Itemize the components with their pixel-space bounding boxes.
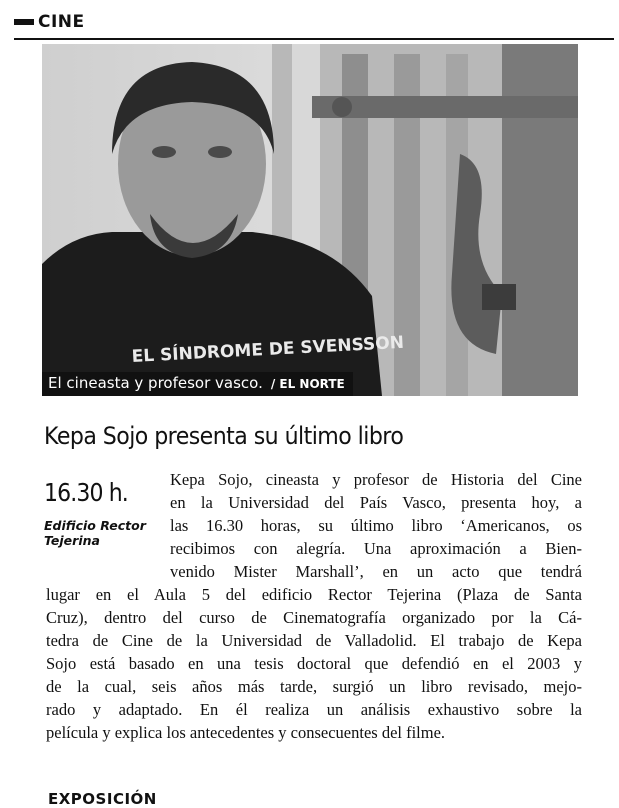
body-line: recibimos con alegría. Una aproximación a Bien- <box>170 539 582 558</box>
body-line: las 16.30 horas, su último libro ‘Americanos, os <box>170 516 582 535</box>
article-photo <box>42 44 578 396</box>
body-line: película y explica los antecedentes y consecuentes del filme. <box>46 723 446 742</box>
event-time: 16.30 h. <box>44 478 128 507</box>
section-label: CINE <box>38 12 85 32</box>
section-rule <box>14 38 614 40</box>
body-line: de la cual, seis años más tarde, surgió un libro revisado, mejo- <box>46 677 582 696</box>
caption-credit: / EL NORTE <box>270 377 345 391</box>
body-line: Sojo está basado en una tesis doctoral que defendió en el 2003 y <box>46 654 582 673</box>
next-section-label: EXPOSICIÓN <box>48 790 157 808</box>
body-line: en la Universidad del País Vasco, presenta hoy, a <box>170 493 582 512</box>
shirt-text: EL SÍNDROME DE SVENSSON <box>131 332 405 367</box>
photo-caption <box>42 372 353 396</box>
body-line: Cruz), dentro del curso de Cinematografía organizado por la Cá- <box>46 608 582 627</box>
body-line: Kepa Sojo, cineasta y profesor de Historia del Cine <box>170 470 582 489</box>
portrait-photo-icon <box>42 44 578 396</box>
caption-text: El cineasta y profesor vasco. <box>48 374 263 392</box>
section-header <box>14 12 85 32</box>
body-line: tedra de Cine de la Universidad de Valladolid. El trabajo de Kepa <box>46 631 582 650</box>
event-venue: Edificio Rector Tejerina <box>44 518 146 548</box>
body-line: lugar en el Aula 5 del edificio Rector Tejerina (Plaza de Santa <box>46 585 582 604</box>
body-line: venido Mister Marshall’, en un acto que tendrá <box>170 562 582 581</box>
headline: Kepa Sojo presenta su último libro <box>44 422 404 450</box>
section-bar <box>14 19 34 25</box>
body-line: rado y adaptado. En él realiza un análisis exhaustivo sobre la <box>46 700 582 719</box>
